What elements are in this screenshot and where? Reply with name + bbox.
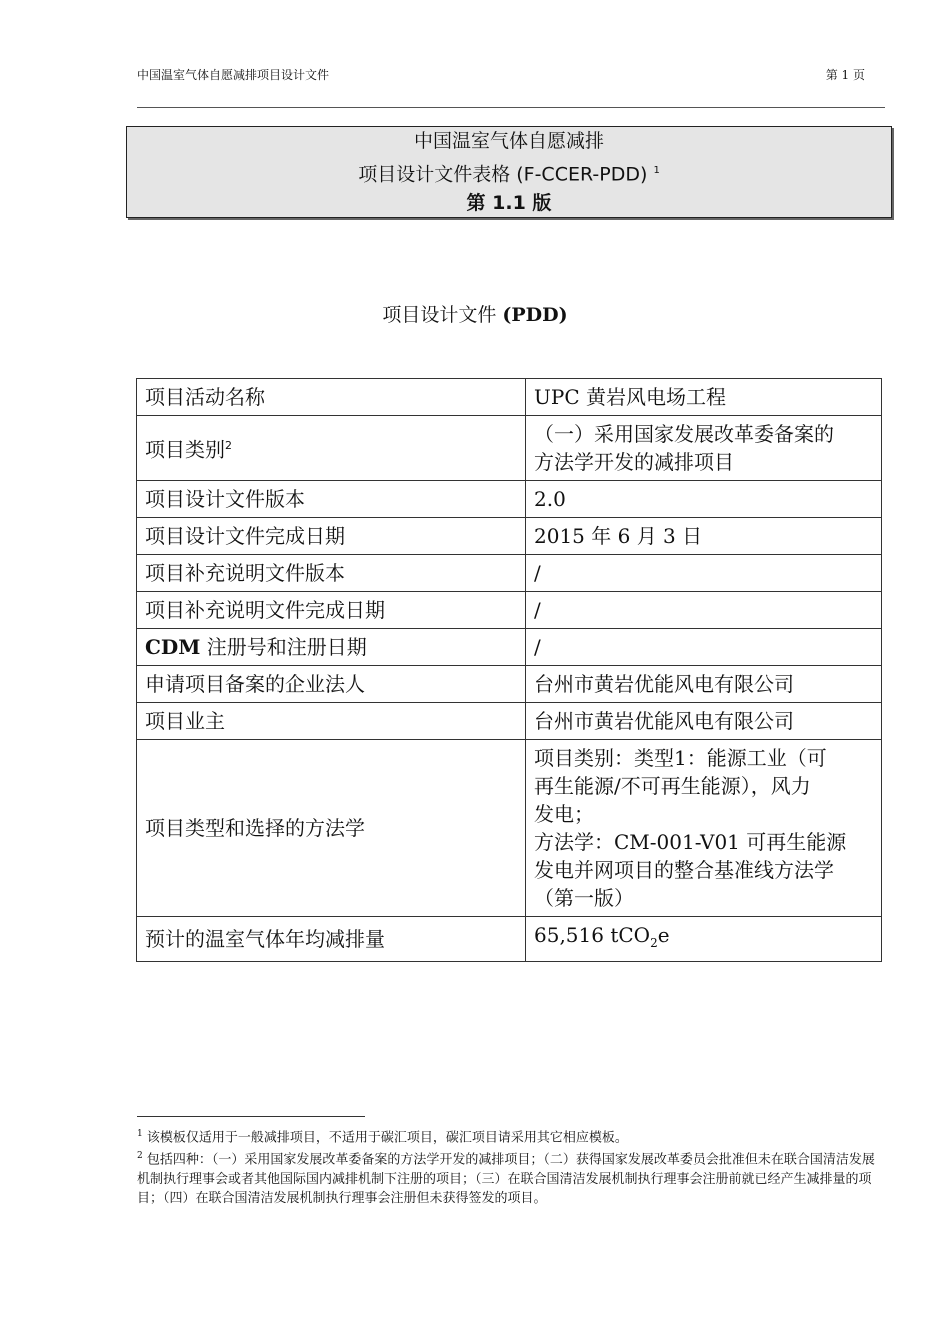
row-value: 2015 年 6 月 3 日	[526, 518, 882, 555]
footnotes	[137, 1125, 885, 1208]
table-row	[137, 917, 882, 962]
row-key: 项目业主	[137, 703, 526, 740]
table-row	[137, 629, 882, 666]
footnote-2: $^2$ 包括四种：（一）采用国家发展改革委备案的方法学开发的减排项目；（二）获得国家发展改革委员会批准但未在联合国清洁发展机制执行理事会或者其他国际国内减排机制下注册的项目；（三）在联合国清洁发展机制执行理事会注册前就已经产生减排量的项目；（四）在联合国清洁发展机制执行理事会注册但未获得签发的项目。	[137, 1151, 875, 1206]
row-value: 65,516 tCO$_2$e	[526, 917, 882, 962]
table-row	[137, 416, 882, 481]
row-key: 项目类型和选择的方法学	[137, 740, 526, 917]
row-key: 项目类别$^2$	[137, 416, 526, 481]
row-key: 项目设计文件完成日期	[137, 518, 526, 555]
footnote-1: $^1$ 该模板仅适用于一般减排项目，不适用于碳汇项目，碳汇项目请采用其它相应模板。	[137, 1129, 628, 1146]
table-row	[137, 592, 882, 629]
footnote-separator	[137, 1116, 365, 1117]
table-row	[137, 481, 882, 518]
table-row	[137, 518, 882, 555]
header-divider	[137, 107, 885, 108]
page-header	[137, 66, 885, 88]
form-version: 第 1.1 版	[466, 192, 552, 215]
header-page-number: 第 1 页	[825, 68, 865, 82]
row-key: 预计的温室气体年均减排量	[137, 917, 526, 962]
table-row	[137, 740, 882, 917]
table-row	[137, 555, 882, 592]
pdd-title: 项目设计文件 (PDD)	[382, 304, 568, 326]
row-value: 台州市黄岩优能风电有限公司	[526, 703, 882, 740]
row-key: 项目补充说明文件版本	[137, 555, 526, 592]
header-document-title: 中国温室气体自愿减排项目设计文件	[137, 68, 330, 82]
row-value: /	[526, 555, 882, 592]
row-value: /	[526, 629, 882, 666]
row-key: 项目设计文件版本	[137, 481, 526, 518]
table-row	[137, 379, 882, 416]
footnote-ref-2: 2	[225, 439, 232, 453]
footnote-ref-1: 1	[653, 165, 660, 176]
row-key: 项目补充说明文件完成日期	[137, 592, 526, 629]
project-info-table	[136, 378, 882, 962]
form-title-line1: 中国温室气体自愿减排	[413, 130, 604, 152]
form-title-box	[126, 126, 892, 218]
row-value: （一）采用国家发展改革委备案的 方法学开发的减排项目	[526, 416, 882, 481]
table-row	[137, 703, 882, 740]
row-value: UPC 黄岩风电场工程	[526, 379, 882, 416]
row-value: /	[526, 592, 882, 629]
row-key: CDM 注册号和注册日期	[137, 629, 526, 666]
row-value: 项目类别：类型1：能源工业（可 再生能源/不可再生能源），风力 发电； 方法学：CM-001-V01 可再生能源 发电并网项目的整合基准线方法学 （第一版）	[526, 740, 882, 917]
row-key: 项目活动名称	[137, 379, 526, 416]
row-value: 台州市黄岩优能风电有限公司	[526, 666, 882, 703]
form-title-line2: 项目设计文件表格 (F-CCER-PDD) $^1$	[358, 163, 660, 186]
row-value: 2.0	[526, 481, 882, 518]
table-row	[137, 666, 882, 703]
row-key: 申请项目备案的企业法人	[137, 666, 526, 703]
